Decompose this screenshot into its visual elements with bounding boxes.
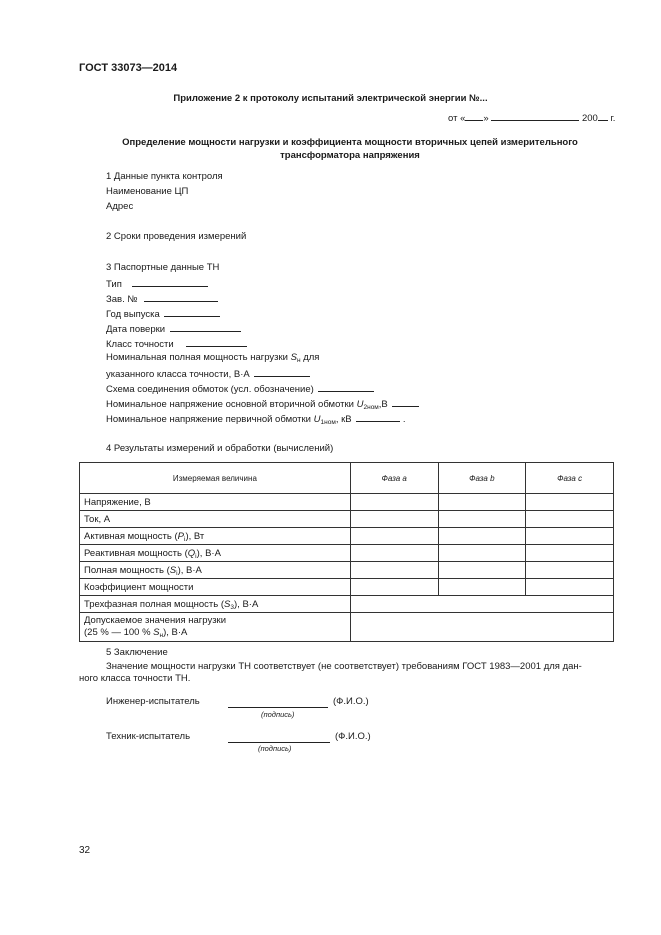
year-blank (598, 111, 608, 121)
table-header-row (80, 463, 614, 494)
apparent-text: Полная мощность ( (84, 564, 170, 576)
section2-heading: 2 Сроки проведения измерений (106, 231, 247, 242)
cell-apparent-b[interactable] (438, 562, 526, 579)
col-header-phase-c: Фаза c (526, 463, 614, 494)
address-label: Адрес (106, 201, 134, 212)
active-symbol: P (177, 530, 184, 542)
cell-current-b[interactable] (438, 511, 526, 528)
cell-voltage-b[interactable] (438, 494, 526, 511)
serial-field (106, 292, 218, 305)
cell-pf-b[interactable] (438, 579, 526, 596)
class-blank (186, 337, 247, 347)
type-field (106, 277, 208, 290)
scheme-blank (318, 382, 374, 392)
technician-fio: (Ф.И.О.) (335, 731, 371, 742)
col-header-quantity: Измеряемая величина (80, 463, 351, 494)
cell-allowed-value[interactable] (350, 613, 613, 642)
page-number: 32 (79, 845, 91, 856)
rated-power-field-2 (106, 367, 310, 380)
allowed-symbol: S (153, 626, 160, 638)
row-pf-label: Коэффициент мощности (80, 579, 351, 596)
cell-pf-c[interactable] (526, 579, 614, 596)
reactive-subscript: i (195, 552, 197, 560)
serial-blank (144, 292, 218, 302)
technician-label: Техник-испытатель (106, 731, 191, 742)
u1-unit: , кВ (335, 414, 352, 425)
u2-field (106, 397, 419, 410)
u2-unit: ,В (378, 399, 388, 410)
row-current-label: Ток, А (80, 511, 351, 528)
scheme-label: Схема соединения обмоток (усл. обозначение) (106, 384, 314, 395)
engineer-fio: (Ф.И.О.) (333, 696, 369, 707)
u2-label: Номинальное напряжение основной вторичной обмотки (106, 399, 357, 410)
u2-blank (392, 397, 419, 407)
rated-power-label: Номинальная полная мощность нагрузки (106, 352, 291, 363)
allowed-text: (25 % — 100 % (84, 626, 154, 638)
rated-power-label-end: для (300, 352, 320, 363)
results-table (79, 462, 614, 642)
u1-blank (356, 412, 400, 422)
section3-heading: 3 Паспортные данные ТН (106, 262, 220, 273)
table-row (80, 579, 614, 596)
technician-signature-caption: (подпись) (258, 744, 292, 753)
date-line (448, 111, 615, 124)
table-row (80, 528, 614, 545)
active-unit: ), Вт (185, 530, 205, 542)
reactive-unit: ), В·А (196, 547, 221, 559)
cell-reactive-c[interactable] (526, 545, 614, 562)
allowed-unit: ), В·А (163, 626, 188, 638)
row-voltage-label: Напряжение, В (80, 494, 351, 511)
year-field-blank (164, 307, 220, 317)
cell-apparent-a[interactable] (350, 562, 438, 579)
name-label: Наименование ЦП (106, 186, 189, 197)
scheme-field (106, 382, 374, 395)
reactive-symbol: Q (187, 547, 196, 559)
year-field (106, 307, 220, 320)
class-label: Класс точности (106, 339, 174, 350)
row-allowed-label (80, 613, 351, 642)
rated-power-blank (254, 367, 310, 377)
active-subscript: i (183, 535, 186, 543)
row-three-phase-label (80, 596, 351, 613)
document-code: ГОСТ 33073—2014 (79, 62, 178, 74)
date-mid: » (483, 113, 489, 124)
rated-power-line2: указанного класса точности, В·А (106, 369, 250, 380)
u1-subscript: 1ном (320, 419, 336, 426)
cell-reactive-a[interactable] (350, 545, 438, 562)
cell-three-phase-value[interactable] (350, 596, 613, 613)
row-active-label (80, 528, 351, 545)
col-header-phase-a: Фаза a (350, 463, 438, 494)
cell-active-a[interactable] (350, 528, 438, 545)
cell-voltage-c[interactable] (526, 494, 614, 511)
section4-heading: 4 Результаты измерений и обработки (вычислений) (106, 443, 334, 454)
col-header-phase-b: Фаза b (438, 463, 526, 494)
engineer-signature-caption: (подпись) (261, 710, 295, 719)
technician-signature-line[interactable] (228, 741, 330, 743)
three-phase-text: Трехфазная полная мощность ( (84, 598, 225, 610)
cell-active-b[interactable] (438, 528, 526, 545)
u2-subscript: 2ном (363, 404, 379, 411)
section1-heading: 1 Данные пункта контроля (106, 171, 223, 182)
day-blank (465, 111, 483, 121)
type-label: Тип (106, 279, 122, 290)
section-title (90, 136, 610, 162)
table-row (80, 596, 614, 613)
u1-field (106, 412, 406, 425)
cell-active-c[interactable] (526, 528, 614, 545)
table-row (80, 562, 614, 579)
year-label: Год выпуска (106, 309, 160, 320)
title-line-2: трансформатора напряжения (280, 150, 420, 161)
table-row (80, 545, 614, 562)
row-reactive-label (80, 545, 351, 562)
title-line-1: Определение мощности нагрузки и коэффициента мощности вторичных цепей измерительного (122, 137, 578, 148)
cell-current-a[interactable] (350, 511, 438, 528)
serial-label: Зав. № (106, 294, 138, 305)
u1-symbol: U (313, 414, 321, 425)
u1-label: Номинальное напряжение первичной обмотки (106, 414, 314, 425)
three-phase-subscript: 3 (230, 603, 234, 611)
verify-label: Дата поверки (106, 324, 166, 335)
date-prefix: от « (448, 113, 466, 124)
table-row (80, 613, 614, 642)
allowed-line2 (84, 627, 346, 640)
reactive-text: Реактивная мощность ( (84, 547, 188, 559)
u2-symbol: U (356, 399, 364, 410)
apparent-symbol: S (169, 564, 177, 576)
cell-current-c[interactable] (526, 511, 614, 528)
conclusion-line1: Значение мощности нагрузки ТН соответствует (не соответствует) требованиям ГОСТ 1983—2001 для дан- (106, 661, 582, 672)
active-text: Активная мощность ( (84, 530, 178, 542)
engineer-signature-line[interactable] (228, 706, 328, 708)
conclusion-line2: ного класса точности ТН. (79, 673, 191, 684)
allowed-line1: Допускаемое значения нагрузки (84, 614, 227, 626)
date-year: 200 (581, 113, 598, 124)
type-blank (132, 277, 208, 287)
table-row (80, 511, 614, 528)
table-row (80, 494, 614, 511)
row-apparent-label (80, 562, 351, 579)
allowed-subscript: н (159, 631, 164, 639)
u1-end: . (402, 414, 406, 425)
verify-field (106, 322, 241, 335)
three-phase-symbol: S (224, 598, 231, 610)
cell-pf-a[interactable] (350, 579, 438, 596)
rated-power-field (106, 352, 319, 363)
cell-apparent-c[interactable] (526, 562, 614, 579)
class-field (106, 337, 247, 350)
cell-reactive-b[interactable] (438, 545, 526, 562)
rated-power-symbol: S (290, 352, 297, 363)
month-blank (491, 111, 579, 121)
section5-heading: 5 Заключение (106, 647, 168, 658)
apparent-subscript: i (176, 569, 178, 577)
appendix-title: Приложение 2 к протоколу испытаний электрической энергии №... (173, 93, 488, 104)
date-suffix: г. (610, 113, 616, 124)
verify-blank (170, 322, 241, 332)
engineer-label: Инженер-испытатель (106, 696, 200, 707)
rated-power-subscript: н (296, 357, 301, 364)
three-phase-unit: ), В·А (234, 598, 259, 610)
apparent-unit: ), В·А (177, 564, 202, 576)
cell-voltage-a[interactable] (350, 494, 438, 511)
